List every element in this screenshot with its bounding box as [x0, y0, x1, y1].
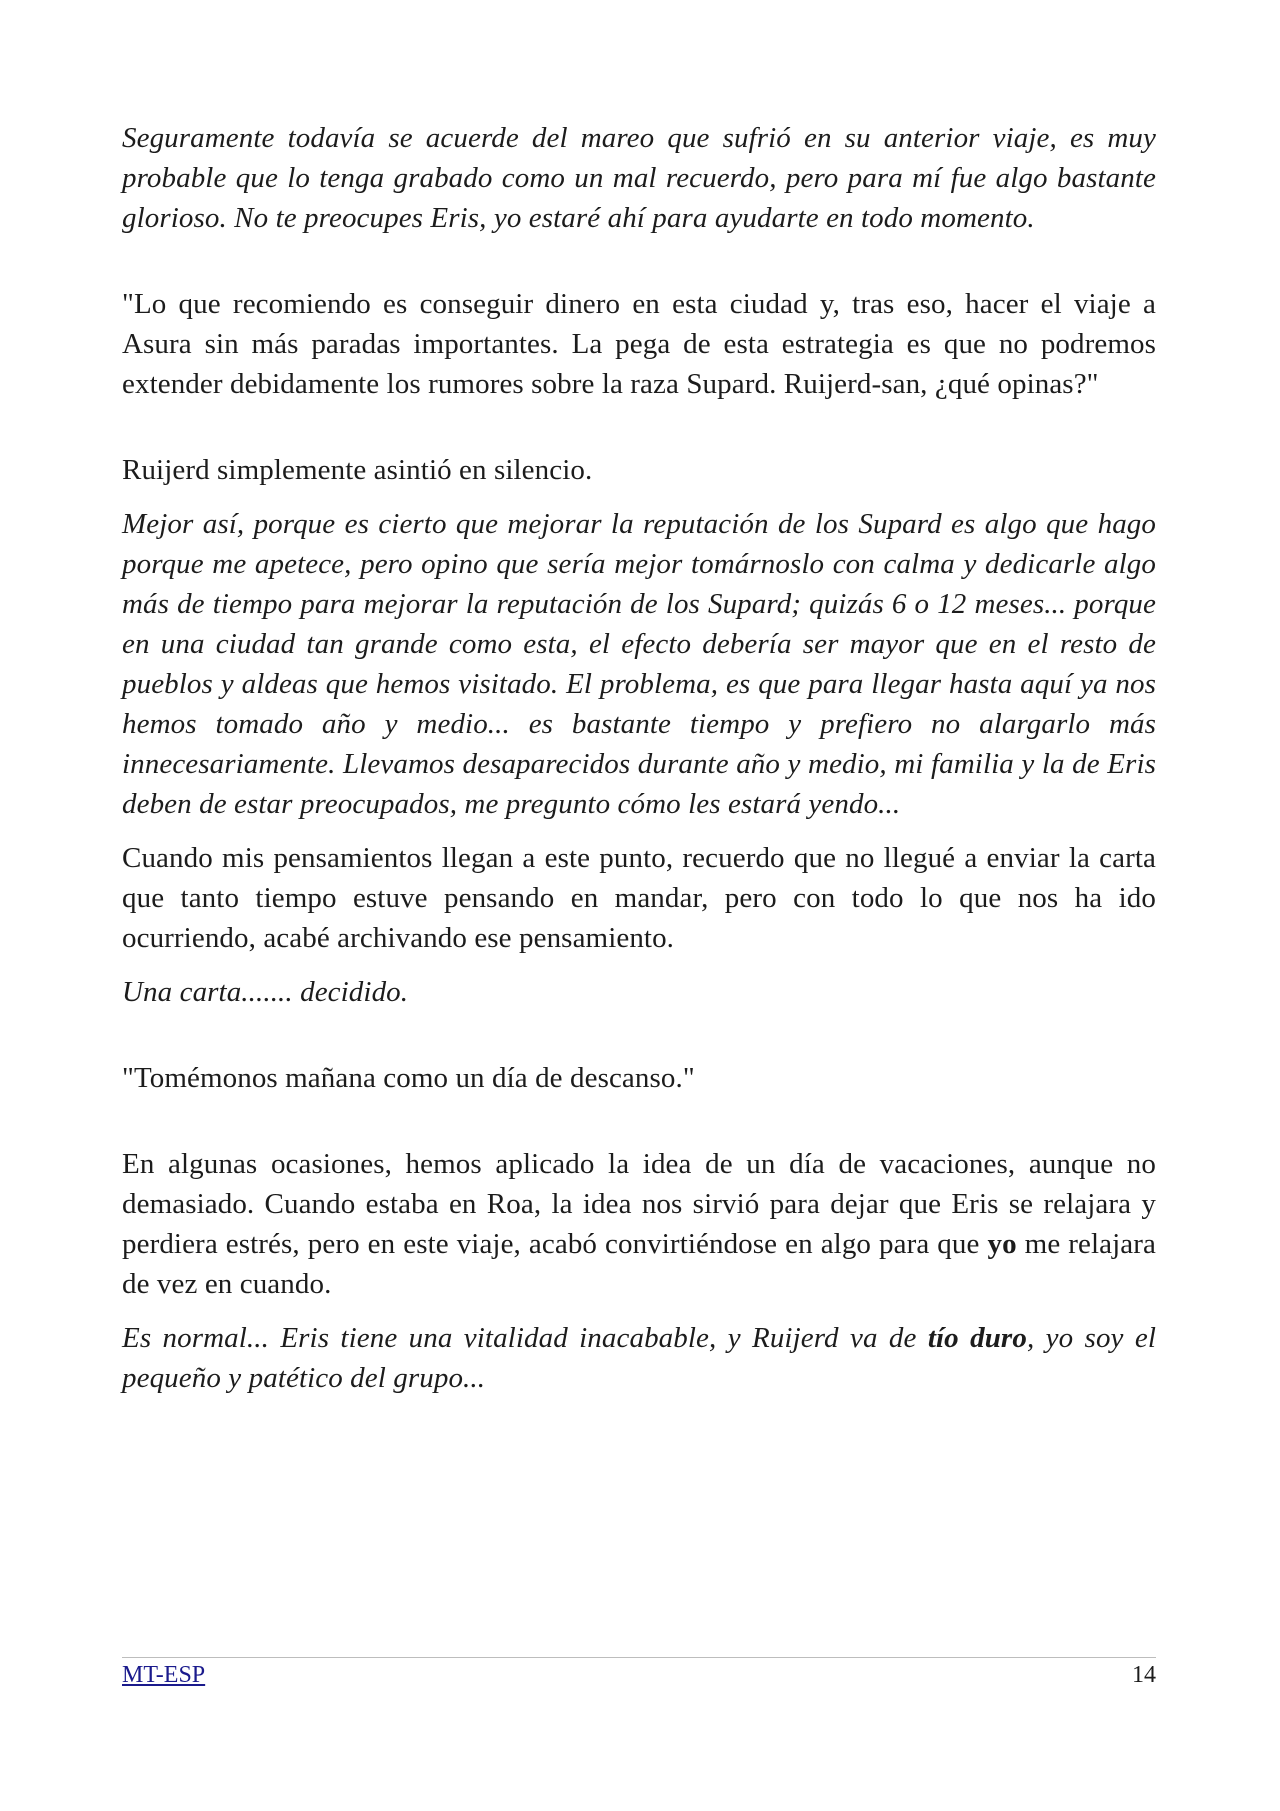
page-number: 14 [1132, 1662, 1156, 1688]
paragraph-9-bold: tío duro [927, 1322, 1027, 1354]
paragraph-6: Una carta....... decidido. [122, 976, 409, 1008]
paragraph-8-bold: yo [987, 1228, 1017, 1260]
paragraph-8-part-b: me relajara de vez en cuando. [122, 1228, 1156, 1300]
paragraph-2: "Lo que recomiendo es conseguir dinero en esta ciudad y, tras eso, hacer el viaje a Asura sin más paradas importantes. La pega de esta estrategia es que no podremos extender debidamente los rumores sobre la raza Supard. Ruijerd-san, ¿qué opinas?" [122, 288, 1156, 400]
paragraph-1: Seguramente todavía se acuerde del mareo que sufrió en su anterior viaje, es muy probable que lo tenga grabado como un mal recuerdo, pero para mí fue algo bastante glorioso. No te preocupes Eris, yo estaré ahí para ayudarte en todo momento. [122, 122, 1156, 234]
paragraph-9-part-b: , yo soy el pequeño y patético del grupo... [122, 1322, 1156, 1394]
paragraph-3: Ruijerd simplemente asintió en silencio. [122, 454, 593, 486]
footer-label-link[interactable]: MT-ESP [122, 1662, 206, 1688]
page-footer [122, 1657, 1156, 1688]
paragraph-7: "Tomémonos mañana como un día de descanso." [122, 1062, 695, 1094]
paragraph-5: Cuando mis pensamientos llegan a este punto, recuerdo que no llegué a enviar la carta que tanto tiempo estuve pensando en mandar, pero con todo lo que nos ha ido ocurriendo, acabé archivando ese pensamiento. [122, 842, 1156, 954]
paragraph-9-part-a: Es normal... Eris tiene una vitalidad inacabable, y Ruijerd va de [122, 1322, 928, 1354]
document-body [122, 118, 1156, 1398]
paragraph-8-part-a: En algunas ocasiones, hemos aplicado la idea de un día de vacaciones, aunque no demasiado. Cuando estaba en Roa, la idea nos sirvió para dejar que Eris se relajara y perdiera estrés, pero en este viaje, acabó convirtiéndose en algo para que [122, 1148, 1156, 1260]
paragraph-9 [122, 1318, 1156, 1398]
paragraph-8 [122, 1144, 1156, 1304]
paragraph-4: Mejor así, porque es cierto que mejorar la reputación de los Supard es algo que hago porque me apetece, pero opino que sería mejor tomárnoslo con calma y dedicarle algo más de tiempo para mejorar la reputación de los Supard; quizás 6 o 12 meses... porque en una ciudad tan grande como esta, el efecto debería ser mayor que en el resto de pueblos y aldeas que hemos visitado. El problema, es que para llegar hasta aquí ya nos hemos tomado año y medio... es bastante tiempo y prefiero no alargarlo más innecesariamente. Llevamos desaparecidos durante año y medio, mi familia y la de Eris deben de estar preocupados, me pregunto cómo les estará yendo... [122, 508, 1156, 820]
